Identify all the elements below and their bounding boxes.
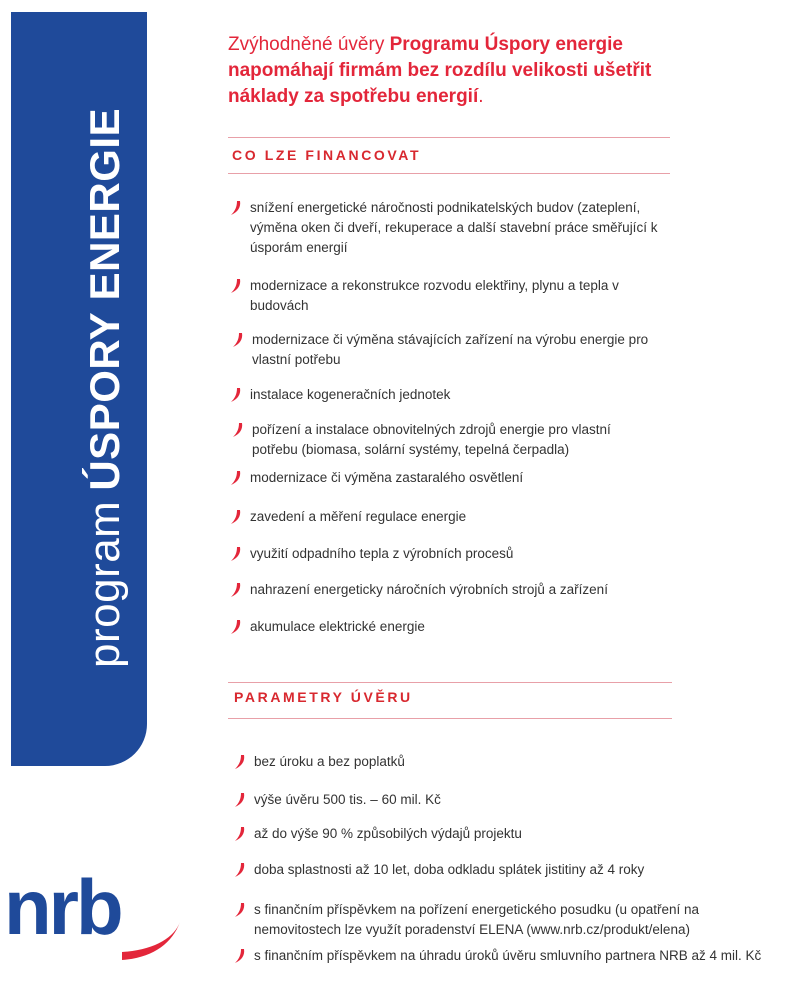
list-item: nahrazení energeticky náročních výrobních strojů a zařízení bbox=[250, 580, 690, 600]
section-divider-bottom bbox=[228, 718, 672, 719]
list-item: pořízení a instalace obnovitelných zdrojů energie pro vlastní potřebu (biomasa, solární systémy, tepelná čerpadla) bbox=[252, 420, 652, 460]
red-swoosh-bullet-icon bbox=[230, 509, 242, 525]
sidebar-title-light: program bbox=[80, 500, 129, 668]
nrb-logo-text: nrb bbox=[4, 872, 121, 951]
red-swoosh-bullet-icon bbox=[234, 826, 246, 842]
red-swoosh-bullet-icon bbox=[230, 200, 242, 216]
list-item: až do výše 90 % způsobilých výdajů projektu bbox=[254, 824, 694, 844]
section-divider-bottom bbox=[228, 173, 670, 174]
red-swoosh-bullet-icon bbox=[230, 470, 242, 486]
list-item: akumulace elektrické energie bbox=[250, 617, 670, 637]
section-divider-top bbox=[228, 137, 670, 138]
list-item: využití odpadního tepla z výrobních procesů bbox=[250, 544, 670, 564]
lead-text-start: Zvýhodněné úvěry bbox=[228, 34, 390, 55]
lead-paragraph bbox=[228, 32, 698, 110]
section-heading-financing: CO LZE FINANCOVAT bbox=[232, 147, 422, 163]
section-divider-top bbox=[228, 682, 672, 683]
section-heading-parameters: PARAMETRY ÚVĚRU bbox=[234, 689, 413, 705]
red-swoosh-bullet-icon bbox=[232, 332, 244, 348]
sidebar-title-bold: ÚSPORY ENERGIE bbox=[81, 107, 128, 491]
nrb-logo bbox=[4, 872, 186, 964]
list-item: s finančním příspěvkem na pořízení energetického posudku (u opatření na nemovitostech lze využít poradenství ELENA (www.nrb.cz/produkt/elena) bbox=[254, 900, 729, 940]
red-swoosh-bullet-icon bbox=[232, 422, 244, 438]
red-swoosh-bullet-icon bbox=[234, 948, 246, 964]
list-item: výše úvěru 500 tis. – 60 mil. Kč bbox=[254, 790, 694, 810]
list-item: modernizace a rekonstrukce rozvodu elektřiny, plynu a tepla v budovách bbox=[250, 276, 670, 316]
list-item: bez úroku a bez poplatků bbox=[254, 752, 694, 772]
list-item: doba splastnosti až 10 let, doba odkladu splátek jistitiny až 4 roky bbox=[254, 860, 724, 880]
red-swoosh-bullet-icon bbox=[234, 902, 246, 918]
list-item: snížení energetické náročnosti podnikatelských budov (zateplení, výměna oken či dveří, rekuperace a další stavební práce směřující k úsporám energií bbox=[250, 198, 690, 258]
red-swoosh-bullet-icon bbox=[234, 754, 246, 770]
list-item: s finančním příspěvkem na úhradu úroků úvěru smluvního partnera NRB až 4 mil. Kč bbox=[254, 946, 794, 966]
red-swoosh-bullet-icon bbox=[234, 862, 246, 878]
list-item: modernizace či výměna zastaralého osvětlení bbox=[250, 468, 670, 488]
list-item: zavedení a měření regulace energie bbox=[250, 507, 670, 527]
red-swoosh-bullet-icon bbox=[234, 792, 246, 808]
red-swoosh-bullet-icon bbox=[230, 582, 242, 598]
red-swoosh-bullet-icon bbox=[230, 278, 242, 294]
list-item: instalace kogeneračních jednotek bbox=[250, 385, 670, 405]
list-item: modernizace či výměna stávajících zařízení na výrobu energie pro vlastní potřebu bbox=[252, 330, 682, 370]
lead-text-bold: Programu Úspory energie napomáhají firmám bez rozdílu velikosti ušetřit náklady za spotřebu energií bbox=[228, 34, 652, 107]
sidebar-title bbox=[80, 107, 129, 668]
red-swoosh-bullet-icon bbox=[230, 546, 242, 562]
red-swoosh-bullet-icon bbox=[230, 387, 242, 403]
lead-text-end: . bbox=[478, 86, 484, 107]
sidebar-banner bbox=[11, 12, 147, 766]
red-swoosh-bullet-icon bbox=[230, 619, 242, 635]
